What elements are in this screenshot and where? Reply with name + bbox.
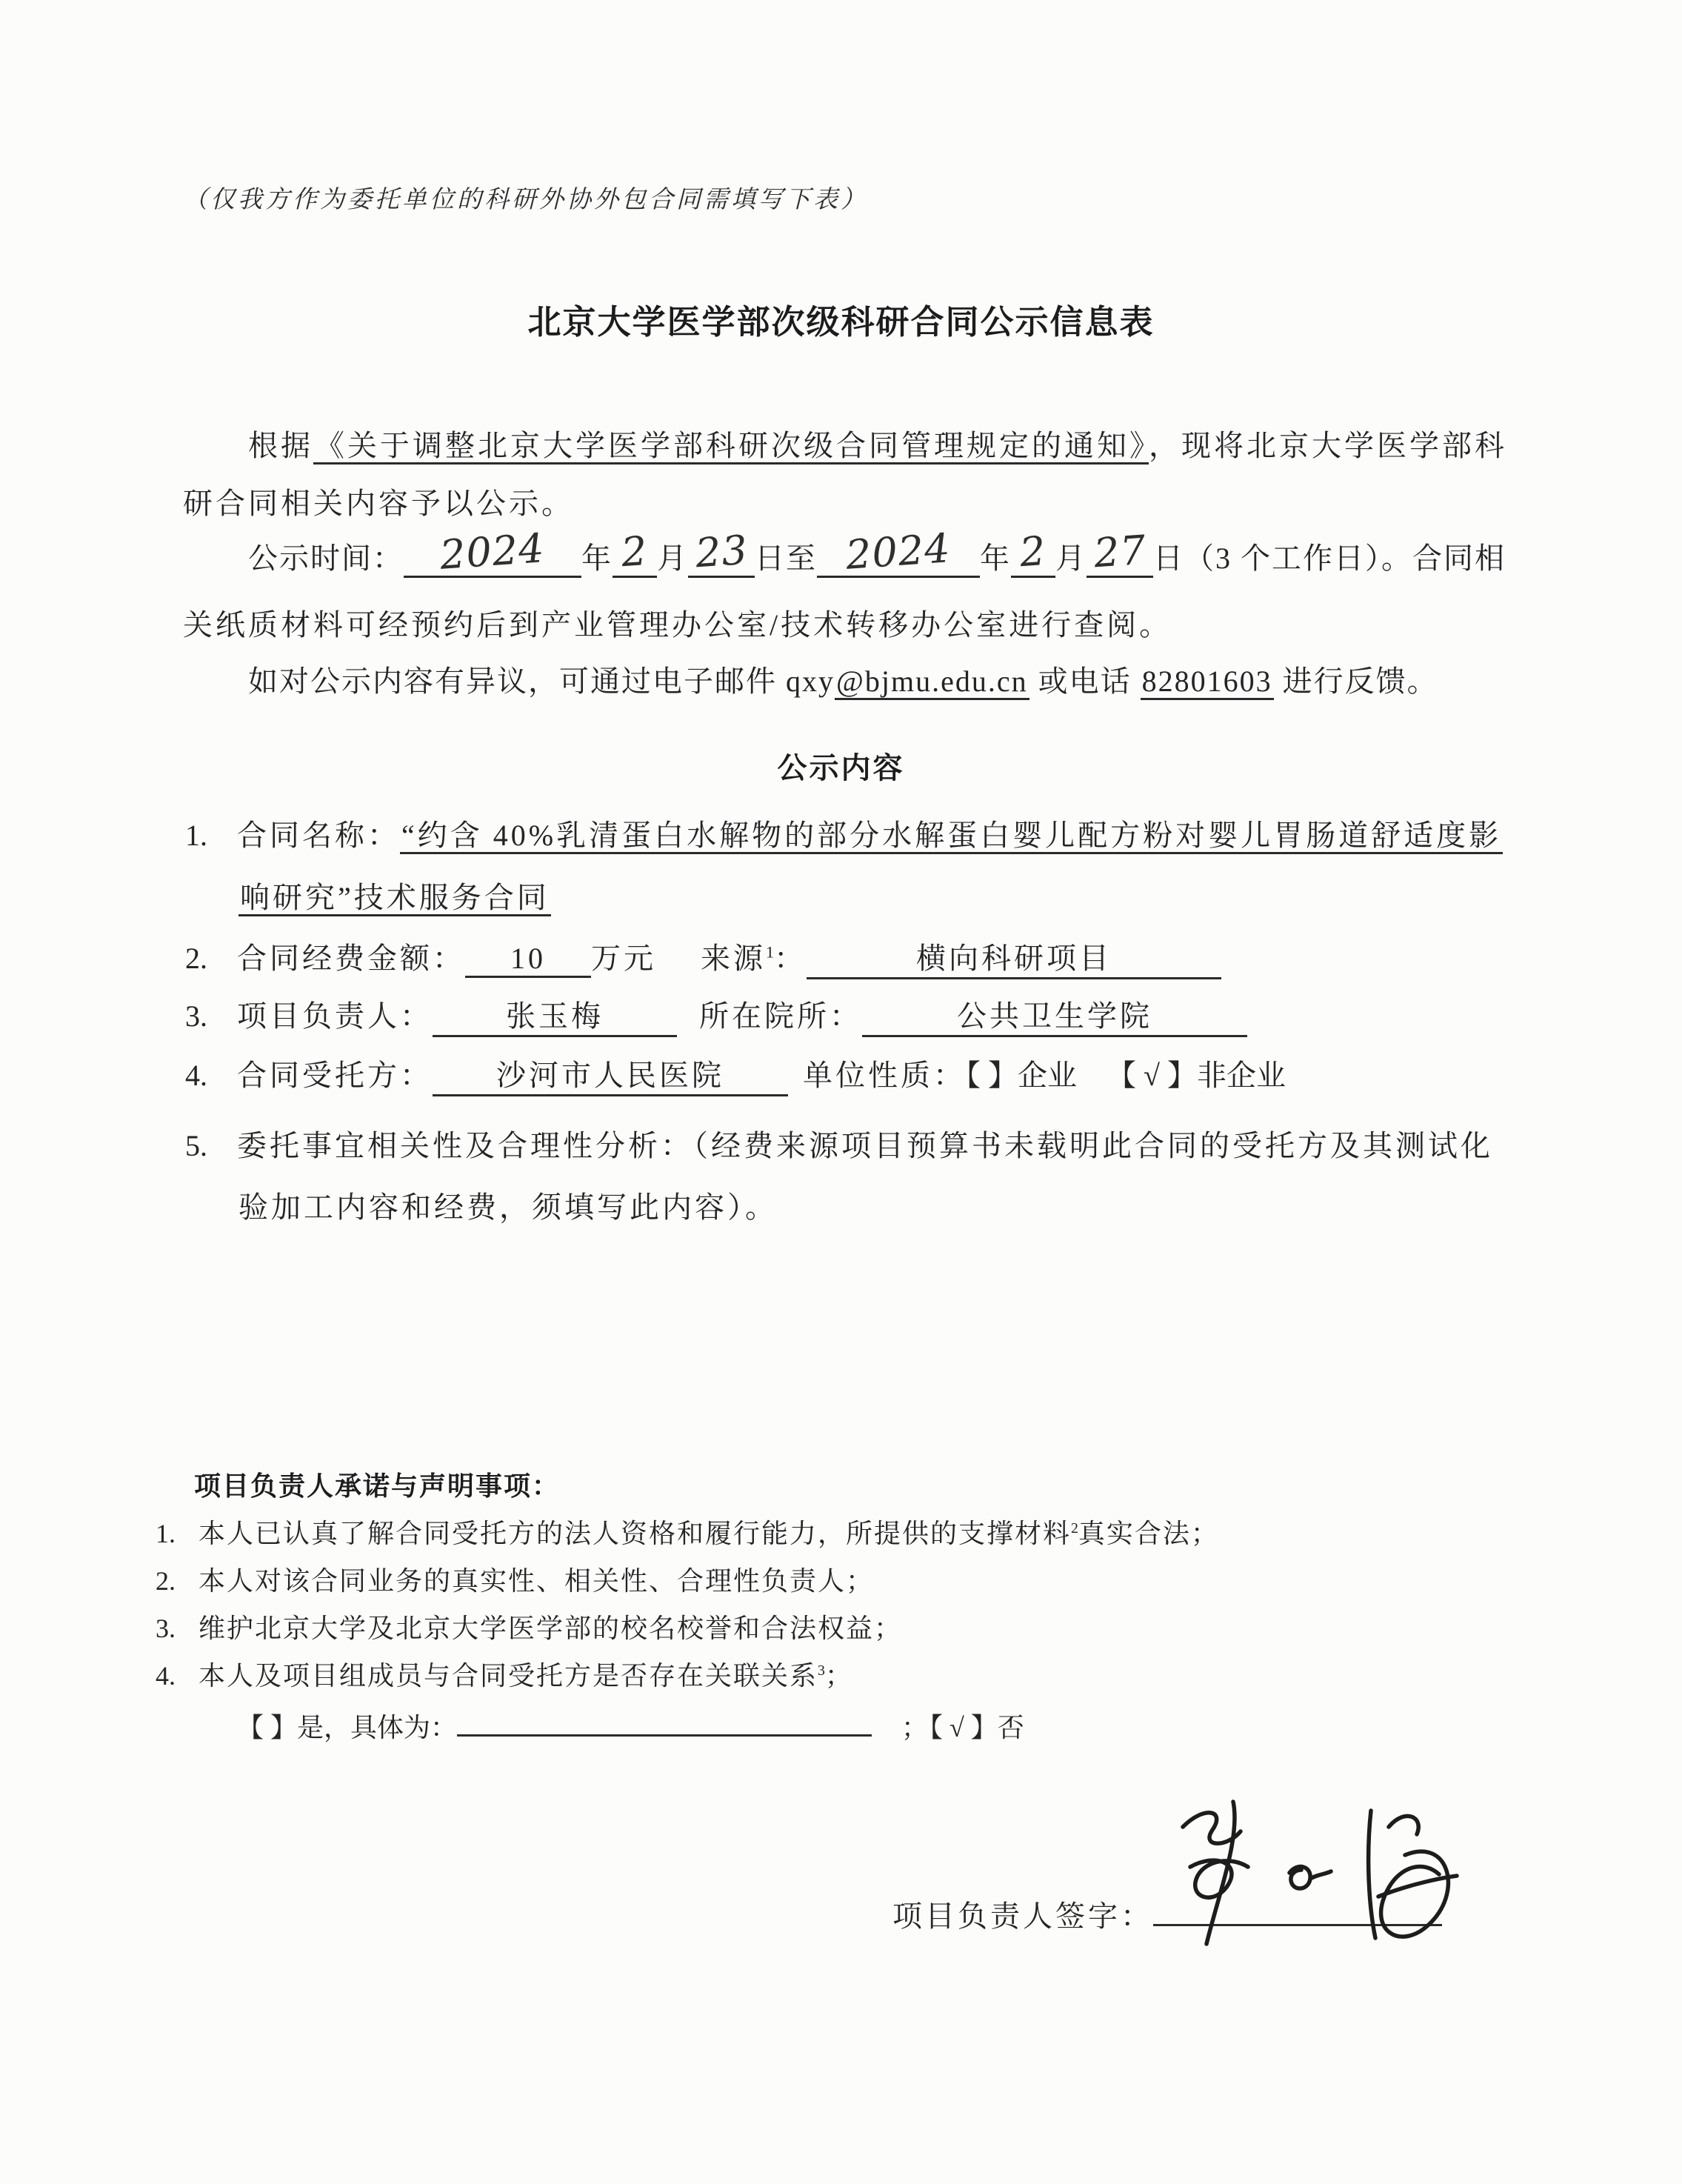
nature-label: 单位性质： bbox=[803, 1059, 966, 1092]
day-unit-2: 日 bbox=[1153, 542, 1184, 575]
end-month-handwritten: 2 bbox=[1018, 527, 1048, 576]
source-footnote-mark: 1 bbox=[766, 942, 774, 962]
start-year-handwritten: 2024 bbox=[438, 525, 547, 579]
start-year-field bbox=[404, 525, 581, 579]
feedback-suffix: 进行反馈。 bbox=[1273, 665, 1438, 698]
signature-label: 项目负责人签字： bbox=[892, 1900, 1153, 1933]
start-day-handwritten: 23 bbox=[693, 526, 750, 577]
item2-label: 合同经费金额： bbox=[237, 942, 465, 975]
amount-field: 10 bbox=[465, 941, 591, 978]
item-contract-name bbox=[185, 812, 1503, 854]
declaration-item-4 bbox=[156, 1655, 853, 1693]
enterprise-checkbox: 【 】企业 bbox=[966, 1059, 1077, 1092]
relation-line bbox=[237, 1707, 1024, 1745]
leader-name-field: 张玉梅 bbox=[433, 993, 677, 1037]
decl3-number: 3. bbox=[156, 1614, 176, 1643]
decl1-text-post: 真实合法； bbox=[1078, 1519, 1219, 1548]
amount-unit: 万元 bbox=[591, 942, 656, 975]
feedback-email: @bjmu.edu.cn bbox=[835, 665, 1029, 700]
item-contract-amount bbox=[185, 935, 1221, 979]
source-label: 来源 bbox=[701, 942, 766, 975]
period-label: 公示时间： bbox=[248, 542, 404, 575]
year-unit-2: 年 bbox=[980, 542, 1011, 575]
contract-name-line1: “约含 40%乳清蛋白水解物的部分水解蛋白婴儿配方粉对婴儿胃肠道舒适度影 bbox=[400, 819, 1503, 854]
item2-number: 2. bbox=[185, 942, 207, 975]
content-heading: 公示内容 bbox=[777, 752, 905, 785]
notice-title-underlined: 《关于调整北京大学医学部科研次级合同管理规定的通知》 bbox=[313, 429, 1149, 465]
period-tail-2: 关纸质材料可经预约后到产业管理办公室/技术转移办公室进行查阅。 bbox=[183, 608, 1172, 642]
item-contract-name-wrap bbox=[238, 874, 551, 916]
non-enterprise-checkbox-checked: 【 √ 】非企业 bbox=[1107, 1059, 1286, 1092]
item4-number: 4. bbox=[185, 1059, 207, 1092]
source-field: 横向科研项目 bbox=[807, 935, 1221, 979]
decl2-number: 2. bbox=[156, 1566, 176, 1596]
end-year-field bbox=[817, 525, 980, 579]
intro-line1-suffix: ，现将北京大学医学部科 bbox=[1149, 429, 1507, 462]
contract-name-line2: 响研究”技术服务合同 bbox=[238, 881, 551, 916]
relation-yes-checkbox: 【 】是，具体为： bbox=[237, 1713, 458, 1742]
item4-label: 合同受托方： bbox=[237, 1059, 433, 1092]
feedback-mid: 或电话 bbox=[1029, 665, 1141, 698]
intro-line-1 bbox=[248, 422, 1507, 465]
end-year-handwritten: 2024 bbox=[844, 525, 952, 579]
item5-number: 5. bbox=[185, 1129, 207, 1162]
start-month-field bbox=[613, 527, 657, 578]
item-analysis bbox=[185, 1122, 1493, 1165]
form-title: 北京大学医学部次级科研合同公示信息表 bbox=[527, 303, 1155, 341]
decl4-number: 4. bbox=[156, 1661, 176, 1691]
item1-label: 合同名称： bbox=[237, 819, 400, 852]
top-note: （仅我方作为委托单位的科研外协外包合同需填写下表） bbox=[183, 187, 868, 213]
year-unit-1: 年 bbox=[581, 542, 613, 575]
decl2-text: 本人对该合同业务的真实性、相关性、合理性负责人； bbox=[198, 1566, 875, 1596]
intro-prefix: 根据 bbox=[248, 429, 313, 462]
decl1-number: 1. bbox=[156, 1519, 176, 1548]
feedback-line bbox=[248, 658, 1438, 700]
feedback-phone: 82801603 bbox=[1141, 665, 1274, 700]
analysis-line1: （经费来源项目预算书未载明此合同的受托方及其测试化 bbox=[693, 1129, 1493, 1162]
decl1-text: 本人已认真了解合同受托方的法人资格和履行能力，所提供的支撑材料 bbox=[198, 1519, 1072, 1548]
period-tail-1: （3 个工作日）。合同相 bbox=[1184, 542, 1506, 575]
handwritten-signature bbox=[1144, 1784, 1463, 1962]
declaration-heading: 项目负责人承诺与声明事项： bbox=[194, 1471, 561, 1501]
relation-semicolon: ； bbox=[901, 1713, 930, 1742]
item3-number: 3. bbox=[185, 999, 207, 1033]
item-project-leader bbox=[185, 993, 1247, 1037]
decl3-text: 维护北京大学及北京大学医学部的校名校誉和合法权益； bbox=[198, 1614, 903, 1643]
intro-line-2: 研合同相关内容予以公示。 bbox=[183, 487, 574, 520]
publicity-period-line bbox=[248, 525, 1506, 579]
month-unit-2: 月 bbox=[1055, 542, 1087, 575]
end-day-handwritten: 27 bbox=[1092, 526, 1148, 577]
item5-label: 委托事宜相关性及合理性分析： bbox=[237, 1129, 693, 1162]
end-day-field bbox=[1087, 526, 1153, 578]
start-month-handwritten: 2 bbox=[620, 527, 650, 576]
item-trustee bbox=[185, 1052, 1286, 1096]
item3-label: 项目负责人： bbox=[237, 999, 433, 1033]
declaration-item-2 bbox=[156, 1560, 874, 1598]
day-to-label: 日至 bbox=[755, 542, 817, 575]
end-month-field bbox=[1011, 527, 1055, 578]
start-day-field bbox=[688, 526, 755, 578]
decl4-footnote-mark: 3 bbox=[818, 1662, 825, 1679]
source-colon: ： bbox=[774, 942, 807, 975]
dept-field: 公共卫生学院 bbox=[862, 993, 1247, 1037]
analysis-line2: 验加工内容和经费，须填写此内容）。 bbox=[238, 1191, 778, 1224]
dept-label: 所在院所： bbox=[699, 999, 862, 1033]
decl4-text-post: ； bbox=[824, 1661, 853, 1691]
declaration-item-3 bbox=[156, 1608, 902, 1645]
decl1-footnote-mark: 2 bbox=[1071, 1520, 1078, 1537]
item1-number: 1. bbox=[185, 819, 207, 852]
relation-detail-field bbox=[457, 1734, 872, 1737]
declaration-item-1 bbox=[156, 1513, 1219, 1551]
trustee-field: 沙河市人民医院 bbox=[433, 1052, 788, 1096]
month-unit-1: 月 bbox=[657, 542, 688, 575]
decl4-text: 本人及项目组成员与合同受托方是否存在关联关系 bbox=[198, 1661, 818, 1691]
relation-no-checkbox-checked: 【 √ 】否 bbox=[930, 1713, 1024, 1742]
feedback-prefix: 如对公示内容有异议，可通过电子邮件 qxy bbox=[248, 665, 835, 698]
